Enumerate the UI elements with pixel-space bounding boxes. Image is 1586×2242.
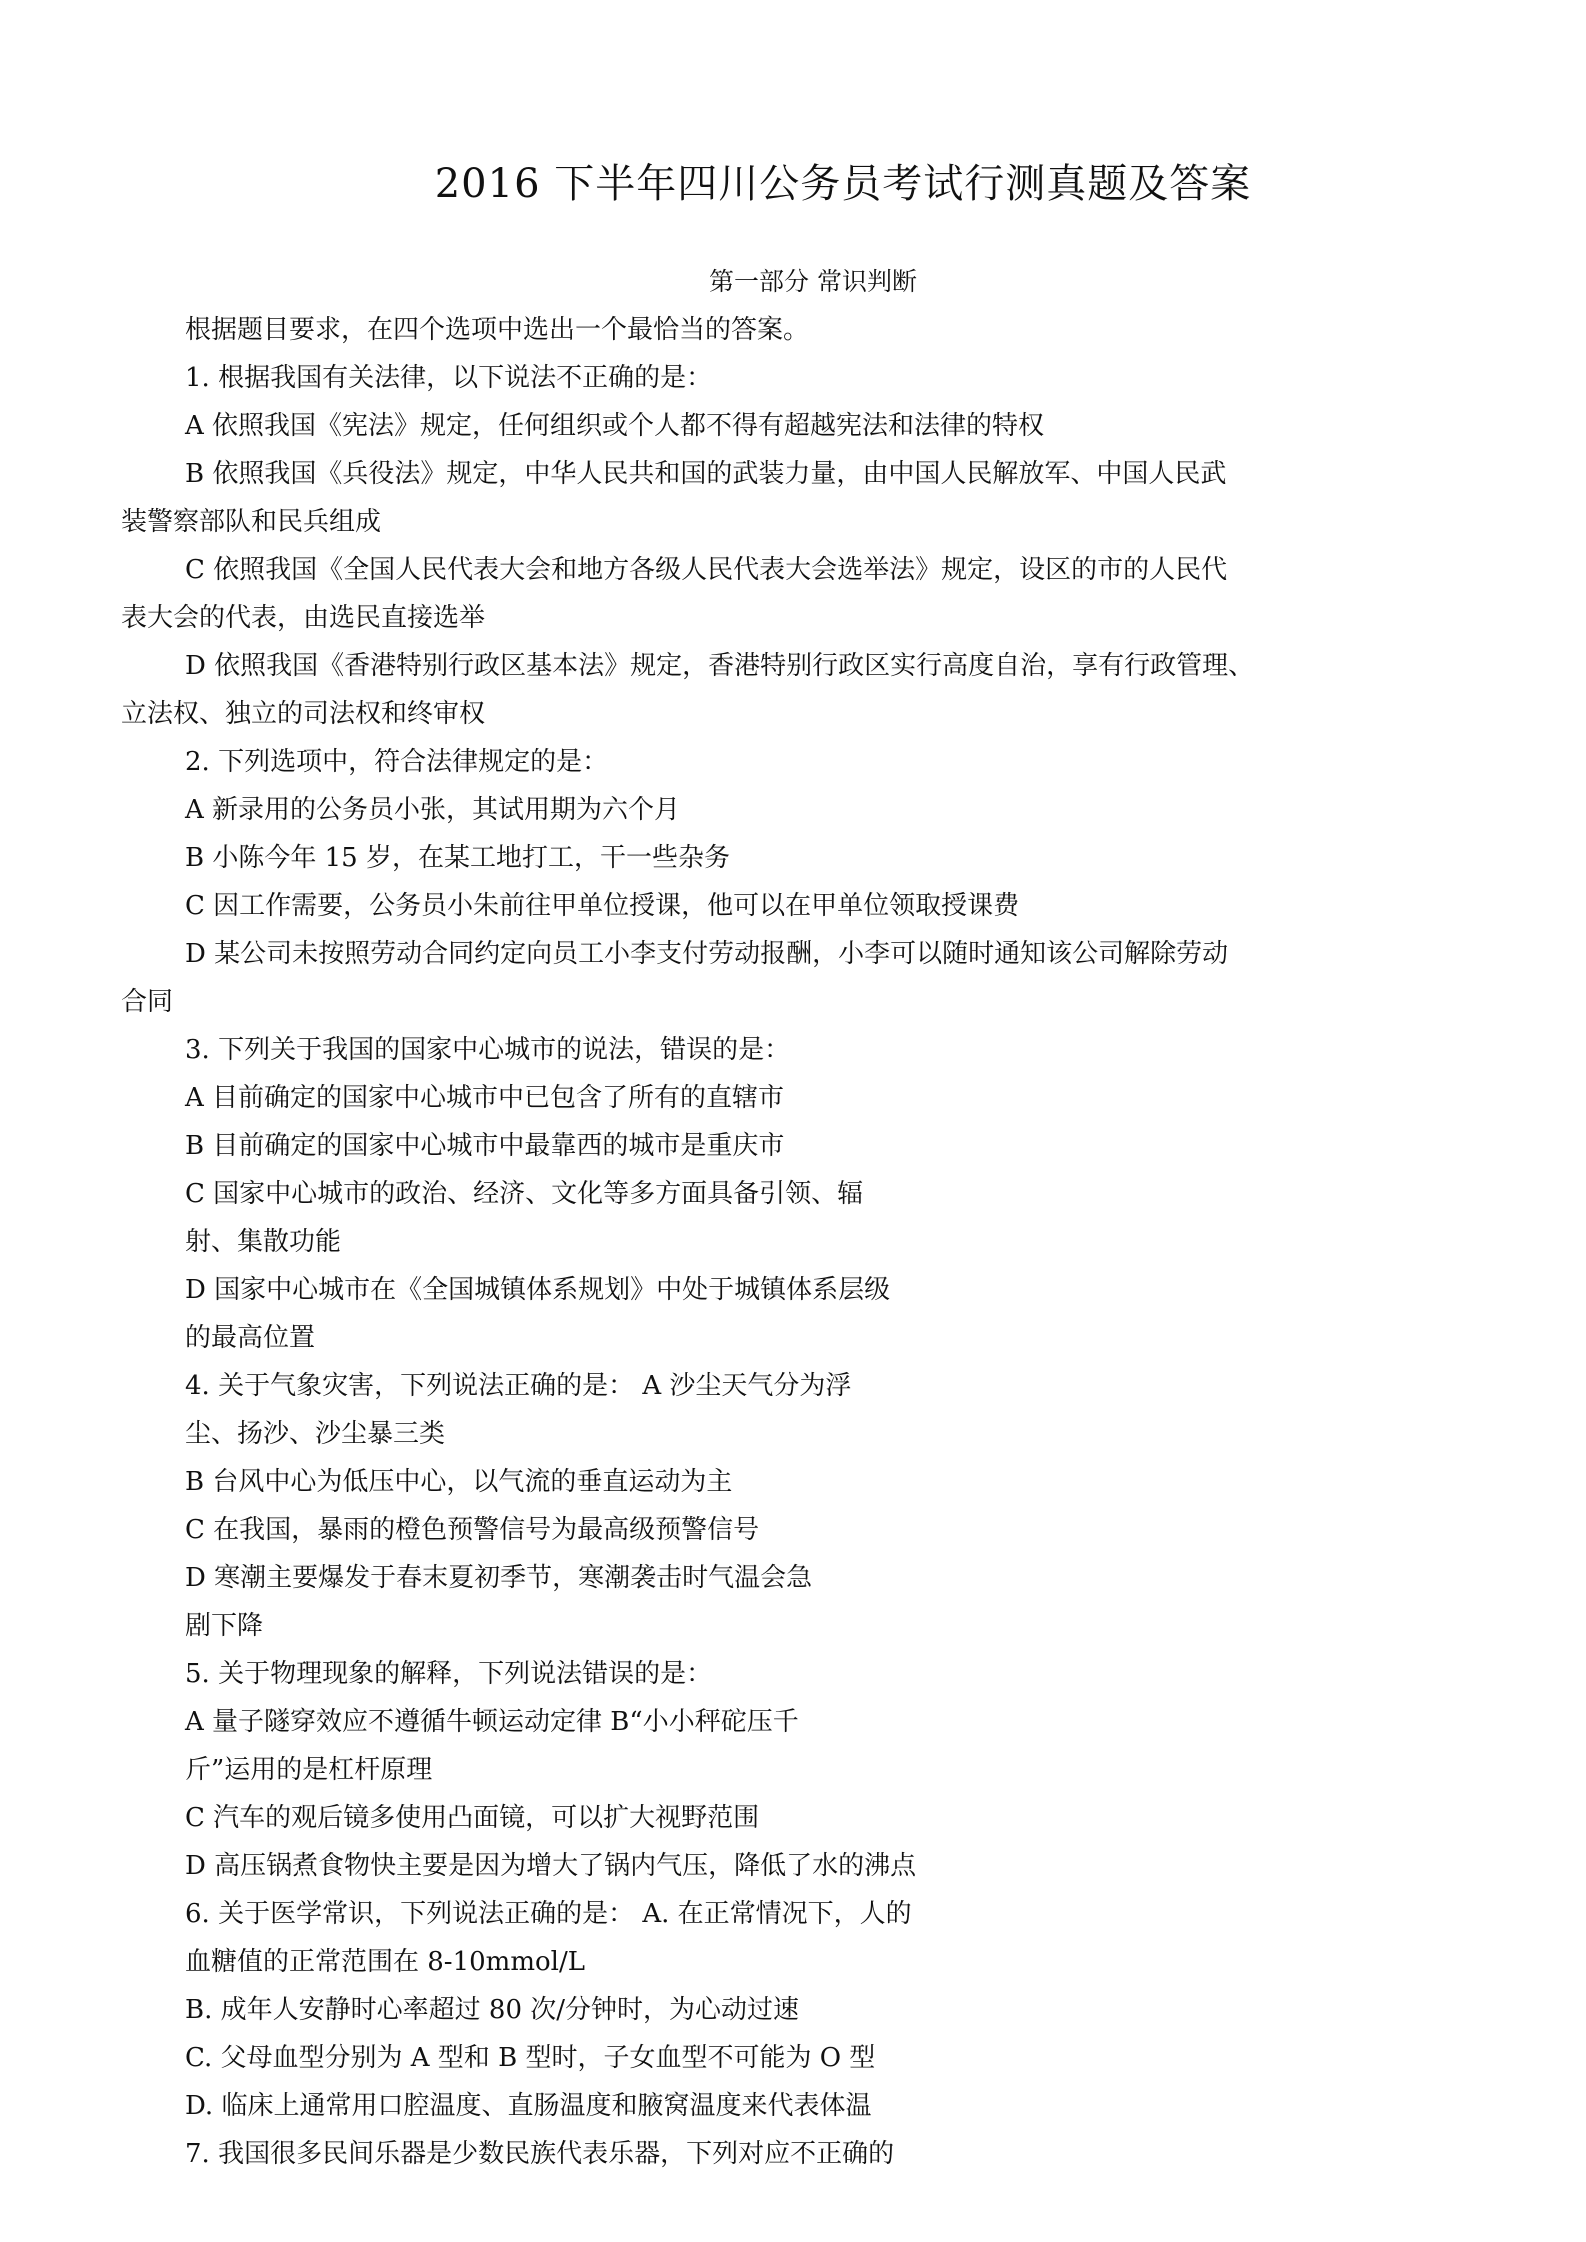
option-text-continued: 斤”运用的是杠杆原理 (185, 1755, 433, 1785)
option-text-continued: 血糖值的正常范围在 8-10mmol/L (185, 1947, 585, 1977)
section-heading: 第一部分 常识判断 (709, 267, 917, 296)
question-3: 3. 下列关于我国的国家中心城市的说法，错误的是： (185, 1035, 791, 1065)
document-title: 2016 下半年四川公务员考试行测真题及答案 (434, 161, 1252, 207)
option-text: C. 父母血型分别为 A 型和 B 型时，子女血型不可能为 O 型 (185, 2043, 876, 2073)
option-text: B 台风中心为低压中心，以气流的垂直运动为主 (185, 1467, 733, 1497)
option-text: A 依照我国《宪法》规定，任何组织或个人都不得有超越宪法和法律的特权 (185, 411, 1045, 441)
option-text: A 量子隧穿效应不遵循牛顿运动定律 B“小小秤砣压千 (185, 1707, 799, 1737)
question-5: 5. 关于物理现象的解释，下列说法错误的是： (185, 1659, 713, 1689)
option-text-continued: 立法权、独立的司法权和终审权 (121, 699, 486, 729)
option-text: D 高压锅煮食物快主要是因为增大了锅内气压，降低了水的沸点 (185, 1851, 917, 1881)
option-text: B 依照我国《兵役法》规定，中华人民共和国的武装力量，由中国人民解放军、中国人民武 (185, 459, 1227, 489)
question-2: 2. 下列选项中，符合法律规定的是： (185, 747, 609, 777)
option-text-continued: 射、集散功能 (185, 1227, 342, 1257)
option-text: D 依照我国《香港特别行政区基本法》规定，香港特别行政区实行高度自治，享有行政管理、 (185, 651, 1255, 681)
option-text: A 新录用的公务员小张，其试用期为六个月 (185, 795, 681, 825)
option-text-continued: 表大会的代表，由选民直接选举 (121, 603, 486, 633)
option-text: D 某公司未按照劳动合同约定向员工小李支付劳动报酬，小李可以随时通知该公司解除劳动 (185, 939, 1229, 969)
option-text: C 国家中心城市的政治、经济、文化等多方面具备引领、辐 (185, 1179, 864, 1209)
option-text: B. 成年人安静时心率超过 80 次/分钟时，为心动过速 (185, 1995, 800, 2025)
option-text: B 小陈今年 15 岁，在某工地打工，干一些杂务 (185, 843, 730, 873)
question-1: 1. 根据我国有关法律，以下说法不正确的是： (185, 363, 713, 393)
question-6: 6. 关于医学常识，下列说法正确的是： A. 在正常情况下，人的 (185, 1899, 912, 1929)
option-text-continued: 剧下降 (185, 1611, 264, 1641)
option-text: A 目前确定的国家中心城市中已包含了所有的直辖市 (185, 1083, 785, 1113)
option-text-continued: 装警察部队和民兵组成 (121, 507, 382, 537)
option-text: C 因工作需要，公务员小朱前往甲单位授课，他可以在甲单位领取授课费 (185, 891, 1020, 921)
option-text-continued: 合同 (121, 987, 174, 1017)
option-text: C 汽车的观后镜多使用凸面镜，可以扩大视野范围 (185, 1803, 760, 1833)
instruction-text: 根据题目要求，在四个选项中选出一个最恰当的答案。 (185, 315, 810, 345)
option-text: D. 临床上通常用口腔温度、直肠温度和腋窝温度来代表体温 (185, 2091, 872, 2121)
option-text: D 国家中心城市在《全国城镇体系规划》中处于城镇体系层级 (185, 1275, 891, 1305)
option-text-continued: 的最高位置 (185, 1323, 316, 1353)
option-text: C 在我国，暴雨的橙色预警信号为最高级预警信号 (185, 1515, 760, 1545)
option-text: C 依照我国《全国人民代表大会和地方各级人民代表大会选举法》规定，设区的市的人民代 (185, 555, 1228, 585)
question-7: 7. 我国很多民间乐器是少数民族代表乐器，下列对应不正确的 (185, 2139, 895, 2169)
question-4: 4. 关于气象灾害，下列说法正确的是： A 沙尘天气分为浮 (185, 1371, 852, 1401)
option-text: D 寒潮主要爆发于春末夏初季节，寒潮袭击时气温会急 (185, 1563, 813, 1593)
option-text: B 目前确定的国家中心城市中最靠西的城市是重庆市 (185, 1131, 785, 1161)
option-text-continued: 尘、扬沙、沙尘暴三类 (185, 1419, 446, 1449)
